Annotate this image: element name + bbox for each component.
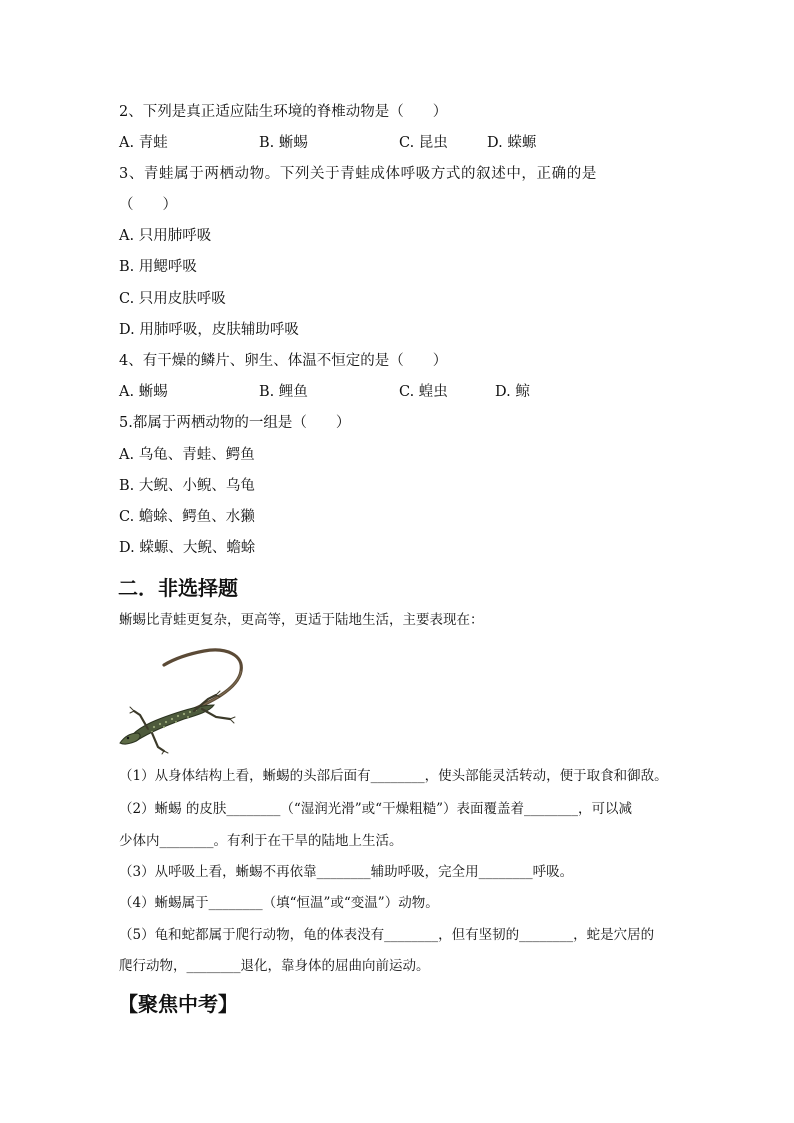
fill-item-5: （5）龟和蛇都属于爬行动物，龟的体表没有________，但有坚韧的________，蛇是穴居的	[119, 927, 655, 943]
question-4-options	[119, 382, 530, 402]
question-2-options	[119, 133, 536, 153]
option-c: C. 蝗虫	[399, 384, 448, 400]
fill-item-4: （4）蜥蜴属于________（填“恒温”或“变温”）动物。	[119, 895, 439, 911]
option-d: D. 鲸	[495, 384, 530, 400]
option-b: B. 大鲵、小鲵、乌龟	[119, 478, 255, 494]
section-heading: 【聚焦中考】	[118, 992, 238, 1016]
option-a: A. 只用肺呼吸	[119, 228, 212, 244]
option-a: A. 乌龟、青蛙、鳄鱼	[119, 447, 255, 463]
section-intro: 蜥蜴比青蛙更复杂，更高等，更适于陆地生活，主要表现在：	[119, 612, 484, 628]
lizard-illustration-icon	[118, 643, 246, 755]
fill-item-3: （3）从呼吸上看，蜥蜴不再依靠________辅助呼吸，完全用________呼吸。	[119, 864, 574, 880]
option-a: A. 蜥蜴	[119, 384, 168, 400]
option-c: C. 只用皮肤呼吸	[119, 291, 226, 307]
option-c: C. 昆虫	[399, 135, 448, 151]
option-d: D. 用肺呼吸，皮肤辅助呼吸	[119, 322, 299, 338]
question-2-stem: 2、下列是真正适应陆生环境的脊椎动物是（ ）	[119, 104, 448, 120]
fill-item-5-cont: 爬行动物，________退化，靠身体的屈曲向前运动。	[119, 958, 430, 974]
section-heading: 二．非选择题	[118, 576, 238, 600]
fill-item-1: （1）从身体结构上看，蜥蜴的头部后面有________，使头部能灵活转动，便于取食和御敌。	[119, 768, 668, 784]
option-d: D. 蝾螈	[487, 135, 537, 151]
fill-item-2-cont: 少体内________。有利于在干旱的陆地上生活。	[119, 833, 403, 849]
option-d: D. 蝾螈、大鲵、蟾蜍	[119, 540, 256, 556]
option-b: B. 鲤鱼	[259, 384, 308, 400]
fill-item-2: （2）蜥蜴 的皮肤________（“湿润光滑”或“干燥粗糙”）表面覆盖着________，可以减	[119, 801, 632, 817]
option-c: C. 蟾蜍、鳄鱼、水獭	[119, 509, 255, 525]
question-5-stem: 5.都属于两栖动物的一组是（ ）	[119, 415, 351, 431]
option-b: B. 蜥蜴	[259, 135, 308, 151]
question-3-stem-cont: （ ）	[119, 197, 177, 213]
option-b: B. 用鳃呼吸	[119, 259, 197, 275]
question-3-stem: 3、青蛙属于两栖动物。下列关于青蛙成体呼吸方式的叙述中，正确的是	[119, 166, 597, 182]
option-a: A. 青蛙	[119, 135, 168, 151]
question-4-stem: 4、有干燥的鳞片、卵生、体温不恒定的是（ ）	[119, 353, 448, 369]
